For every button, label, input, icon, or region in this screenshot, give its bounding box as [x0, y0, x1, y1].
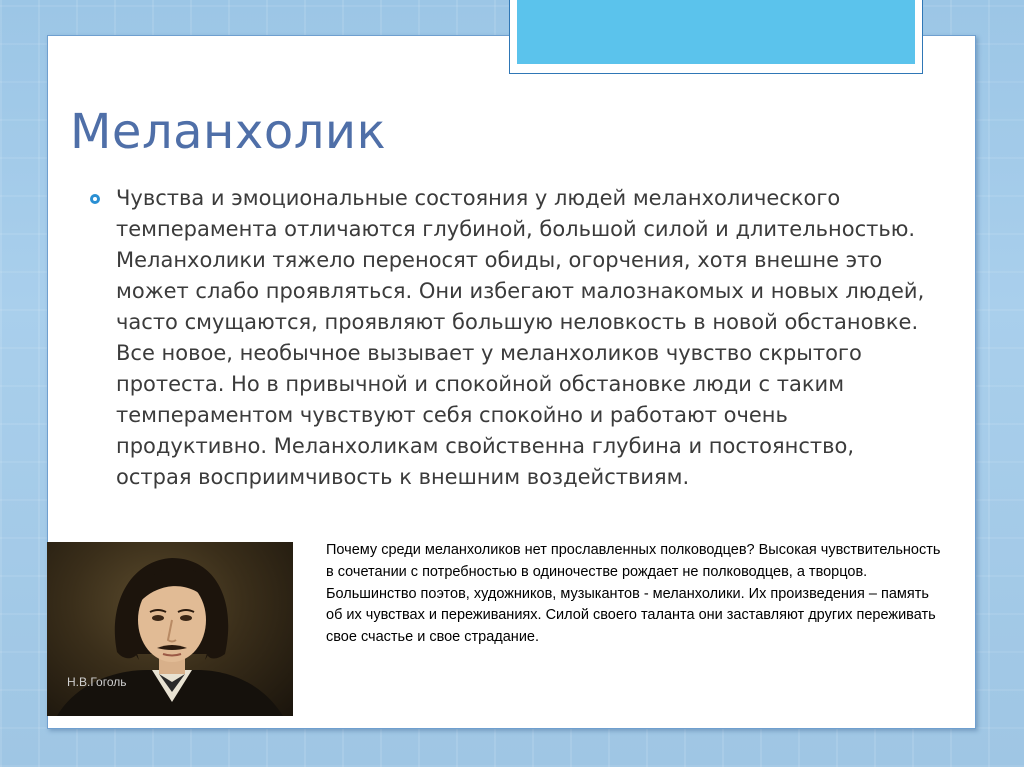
portrait-image [47, 542, 293, 716]
side-note: Почему среди меланхоликов нет прославленных полководцев? Высокая чувствительность в сочетании с потребностью в одиночестве рождает не полководцев, а творцов. Большинство поэтов, художников, музыкантов - меланхолики. Их произведения – память об их чувствах и переживаниях. Силой своего таланта они заставляют других переживать свое счастье и свое страдание. [326, 542, 941, 646]
portrait-caption: Н.В.Гоголь [67, 675, 127, 689]
body-paragraph: Чувства и эмоциональные состояния у людей меланхолического темперамента отличаются глубиной, большой силой и длительностью. Меланхолики тяжело переносят обиды, огорчения, хотя внешне это может слабо проявляться. Они избегают малознакомых и новых людей, часто смущаются, проявляют большую неловкость в новой обстановке. Все новое, необычное вызывает у меланхоликов чувство скрытого протеста. Но в привычной и спокойной обстановке люди с таким темпераментом чувствуют себя спокойно и работают очень продуктивно. Меланхоликам свойственна глубина и постоянство, острая восприимчивость к внешним воздействиям. [116, 186, 925, 489]
portrait-illustration [47, 542, 293, 716]
accent-bar [517, 0, 915, 64]
circle-bullet-icon [90, 194, 100, 204]
slide-title: Меланхолик [70, 104, 387, 160]
